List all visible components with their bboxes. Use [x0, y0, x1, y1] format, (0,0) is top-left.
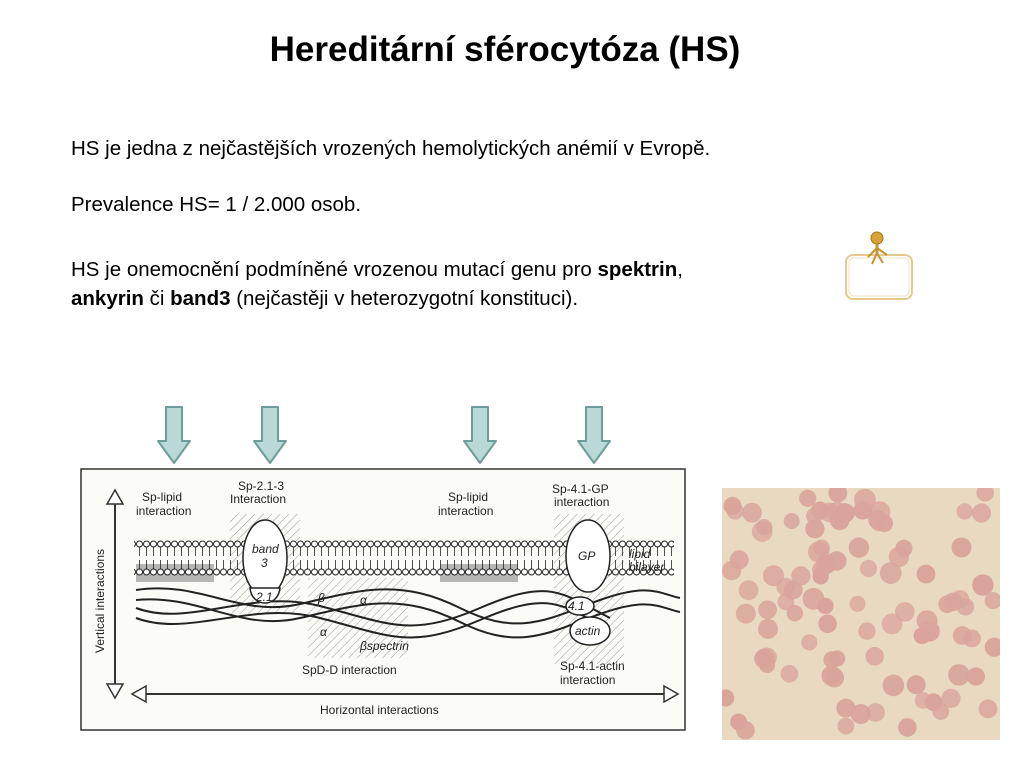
red-blood-cell — [963, 630, 981, 648]
red-blood-cell — [781, 665, 799, 683]
red-blood-cell — [784, 513, 800, 529]
label-sp-lipid-2: Sp-lipid — [448, 490, 489, 504]
red-blood-cell — [736, 721, 755, 740]
red-blood-cell — [898, 718, 917, 737]
text-segment: , — [677, 258, 683, 281]
text-segment: či — [143, 287, 171, 310]
label-sp-lipid-2: interaction — [438, 504, 494, 518]
red-blood-cell — [979, 700, 998, 719]
label-alpha: α — [320, 625, 327, 639]
red-blood-cell — [972, 503, 991, 522]
red-blood-cell — [820, 503, 840, 523]
red-blood-cell — [919, 621, 940, 642]
red-blood-cell — [907, 675, 926, 694]
label-horizontal-interactions: Horizontal interactions — [320, 703, 439, 717]
label-band3: 3 — [261, 556, 268, 570]
red-blood-cell — [860, 560, 877, 577]
red-blood-cell — [756, 519, 772, 535]
label-sp-lipid-1: Sp-lipid — [142, 490, 183, 504]
red-blood-cell — [865, 647, 884, 666]
red-blood-cell — [791, 566, 810, 585]
membrane-interactions-diagram — [80, 468, 688, 732]
red-blood-cell — [880, 562, 902, 584]
red-blood-cell — [806, 508, 823, 525]
red-blood-cell — [850, 596, 866, 612]
red-blood-cell — [866, 703, 885, 722]
red-blood-cell — [822, 666, 842, 686]
red-blood-cell — [736, 604, 756, 624]
slide-title: Hereditární sférocytóza (HS) — [269, 30, 741, 69]
red-blood-cell — [870, 512, 889, 531]
label-gp: GP — [578, 549, 596, 563]
red-blood-cell — [858, 622, 875, 639]
red-blood-cell — [972, 574, 993, 595]
down-arrow-icon — [462, 405, 498, 465]
label-lipid-bilayer: bilayer — [629, 560, 665, 574]
gene-ankyrin: ankyrin — [71, 287, 144, 310]
red-blood-cell — [917, 565, 936, 584]
gene-band3: band3 — [170, 287, 231, 310]
red-blood-cell — [938, 595, 956, 613]
label-sp41gp: Sp-4.1-GP — [552, 482, 609, 496]
red-blood-cell — [787, 605, 803, 621]
red-blood-cell — [730, 550, 749, 569]
red-blood-cell — [941, 689, 960, 708]
paragraph-genes — [71, 255, 841, 313]
red-blood-cell — [883, 675, 905, 697]
label-4-1: 4.1 — [568, 599, 585, 613]
label-sp41actin: interaction — [560, 673, 616, 687]
red-blood-cell — [895, 540, 912, 557]
text-segment: (nejčastěji v heterozygotní konstituci). — [230, 287, 579, 310]
red-blood-cell — [948, 664, 970, 686]
red-blood-cell — [817, 598, 833, 614]
text-segment: HS je onemocnění podmíněné vrozenou mutací genu pro — [71, 258, 598, 281]
paragraph-prevalence-europe: HS je jedna z nejčastějších vrozených hemolytických anémií v Evropě. — [71, 137, 711, 160]
red-blood-cell — [895, 602, 915, 622]
red-blood-cell — [801, 634, 817, 650]
label-sp41gp: interaction — [554, 495, 610, 509]
label-beta-spectrin: βspectrin — [360, 639, 409, 653]
down-arrow-icon — [252, 405, 288, 465]
label-sp213: Sp-2.1-3 — [238, 479, 285, 493]
label-band3: band — [252, 542, 279, 556]
label-2-1: 2.1 — [256, 590, 273, 604]
label-lipid-bilayer: lipid — [629, 547, 651, 561]
label-alpha: α — [360, 593, 367, 607]
red-blood-cell — [799, 490, 816, 507]
red-blood-cell — [849, 537, 869, 557]
red-blood-cell — [967, 667, 985, 685]
red-blood-cell — [742, 503, 762, 523]
down-arrow-icon — [156, 405, 192, 465]
label-beta: β — [318, 591, 325, 605]
label-sp213: Interaction — [230, 492, 287, 506]
red-blood-cell — [758, 619, 778, 639]
red-blood-cell — [915, 692, 932, 709]
red-blood-cell — [818, 615, 837, 634]
red-blood-cell — [957, 503, 973, 519]
red-blood-cell — [952, 538, 972, 558]
red-blood-cell — [758, 600, 777, 619]
blood-smear-image — [722, 488, 1000, 740]
red-blood-cell — [837, 718, 854, 735]
paperclip-figure-icon — [840, 230, 920, 305]
red-blood-cell — [816, 555, 836, 575]
red-blood-cell — [836, 699, 855, 718]
label-actin: actin — [575, 624, 601, 638]
paragraph-prevalence-rate: Prevalence HS= 1 / 2.000 osob. — [71, 193, 362, 216]
label-sp-lipid-1: interaction — [136, 504, 192, 518]
red-blood-cell — [777, 578, 795, 596]
down-arrow-icon — [576, 405, 612, 465]
red-blood-cell — [724, 497, 742, 515]
label-spdd: SpD-D interaction — [302, 663, 397, 677]
red-blood-cell — [739, 580, 759, 600]
gene-spektrin: spektrin — [597, 258, 678, 281]
label-vertical-interactions: Vertical interactions — [93, 548, 107, 653]
red-blood-cell — [754, 649, 774, 669]
label-sp41actin: Sp-4.1-actin — [560, 659, 625, 673]
